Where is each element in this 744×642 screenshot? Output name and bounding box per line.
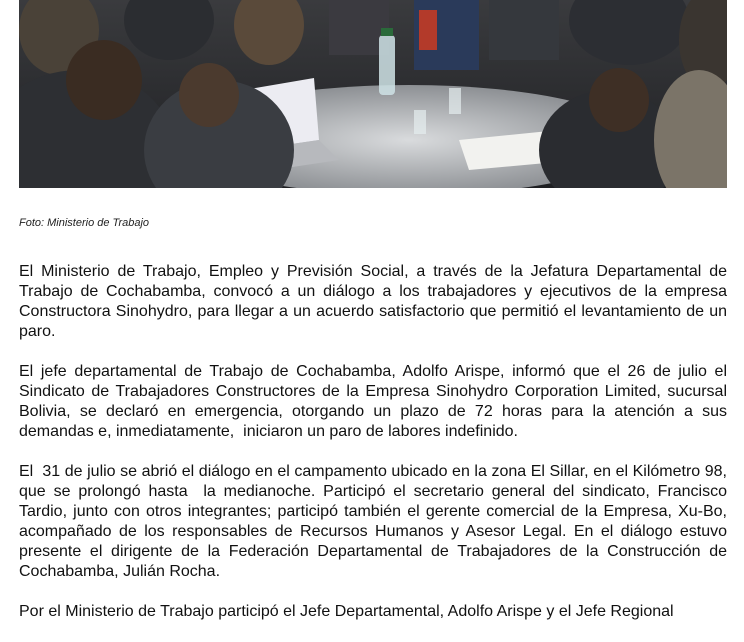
article-body [19,262,732,642]
paragraph-background: El jefe departamental de Trabajo de Cochabamba, Adolfo Arispe, informó que el 26 de julio el Sindicato de Trabajadores Constructores de la Empresa Sinohydro Corporation Limited, sucursal Bolivia, se declaró en emergencia, otorgando un plazo de 72 horas para la atención a sus demandas e, inmediatamente, iniciaron un paro de labores indefinido. [19,363,732,440]
paragraph-dialogue: El 31 de julio se abrió el diálogo en el campamento ubicado en la zona El Sillar, en el Kilómetro 98, que se prolongó hasta la medianoche. Participó el secretario general del sindicato, Francisco Tardio, junto con otros integrantes; participó también el gerente comercial de la Empresa, Xu-Bo, acompañado de los responsables de Recursos Humanos y Asesor Legal. En el diálogo estuvo presente el dirigente de la Federación Departamental de Trabajadores de la Construcción de Cochabamba, Julián Rocha. [19,463,732,580]
article-photo [19,0,727,188]
photo-caption: Foto: Ministerio de Trabajo [19,217,150,229]
meeting-photo-image [19,0,727,188]
paragraph-ministry: Por el Ministerio de Trabajo participó el Jefe Departamental, Adolfo Arispe y el Jefe Regional [19,603,674,620]
paragraph-intro: El Ministerio de Trabajo, Empleo y Previsión Social, a través de la Jefatura Departamental de Trabajo de Cochabamba, convocó a un diálogo a los trabajadores y ejecutivos de la empresa Constructora Sinohydro, para llegar a un acuerdo satisfactorio que permitió el levantamiento de un paro. [19,263,732,340]
